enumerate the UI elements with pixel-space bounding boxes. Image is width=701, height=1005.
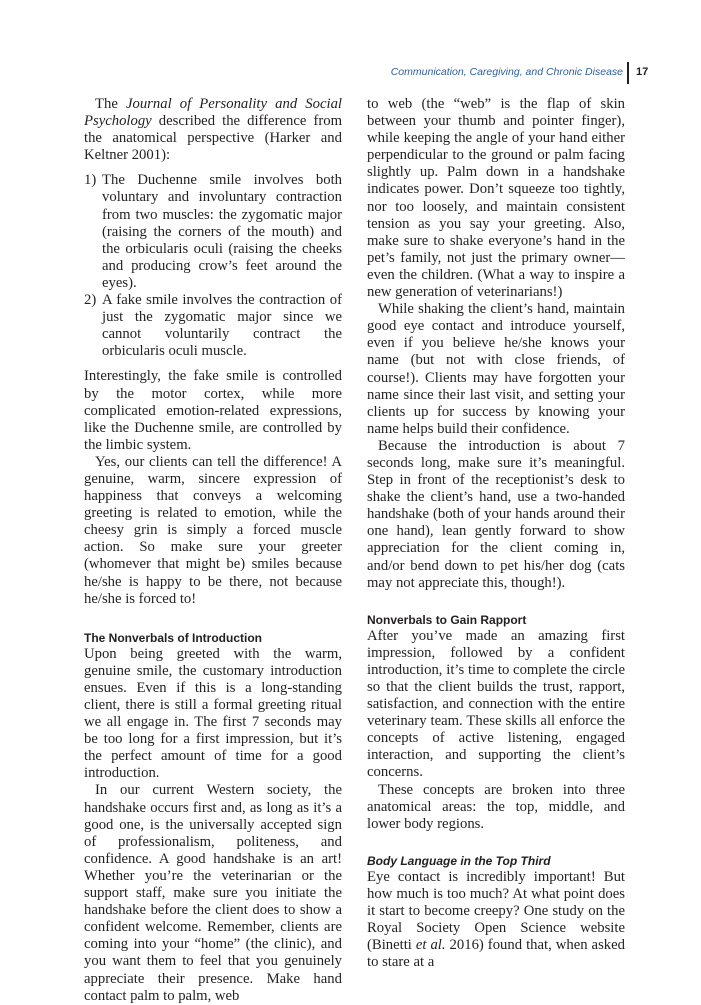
journal-title: Journal of Personality and Social Psychology — [84, 96, 342, 130]
section-heading: Nonverbals to Gain Rapport — [367, 612, 527, 627]
running-head-title: Communication, Caregiving, and Chronic Disease — [390, 66, 623, 78]
paragraph: Because the introduction is about 7 seconds long, make sure it’s meaningful. Step in front of the receptionist’s desk to shake the client’s hand, use a two-handed handshake (both of your hands around their one hand), lean gently forward to show appreciation for the client coming in, and/or bend down to pet his/her dog (cats may not appreciate this, though!). — [367, 437, 625, 591]
paragraph: Yes, our clients can tell the difference! A genuine, warm, sincere expression of happiness that conveys a welcoming greeting is related to emotion, while the cheesy grin is simply a forced muscle action. So make sure your greeter (whomever that might be) smiles because he/she is happy to be there, not because he/she is forced to! — [84, 453, 342, 607]
header-divider — [627, 62, 629, 84]
subsection-heading: Body Language in the Top Third — [367, 853, 551, 868]
paragraph: Upon being greeted with the warm, genuine smile, the customary introduction ensues. Even if this is a long-standing client, there is still a formal greeting ritual we all engage in. The first 7 seconds may be too long for a first impression, but it’s the perfect amount of time for a good introduction. — [84, 645, 342, 782]
et-al: et al. — [415, 937, 446, 954]
paragraph: In our current Western society, the handshake occurs first and, as long as it’s a good one, is the universally accepted sign of professionalism, politeness, and confidence. A good handshake is an art! Whether you’re the veterinarian or the support staff, make sure you initiate the handshake before the client does to show a confident welcome. Remember, clients are coming into your “home” (the clinic), and you want them to feel that you genuinely appreciate their presence. Make hand contact palm to palm, web — [84, 782, 342, 1004]
right-column — [367, 96, 625, 971]
left-column — [84, 96, 342, 1005]
paragraph: Eye contact is incredibly important! But how much is too much? At what point does it start to become creepy? One study on the Royal Society Open Science website (Binetti et al. 2016) found that, when asked to stare at a — [367, 868, 626, 971]
list-item: 2) A fake smile involves the contraction of just the zygomatic major since we cannot voluntarily contract the orbicularis oculi muscle. — [84, 292, 342, 360]
numbered-list — [84, 172, 342, 360]
paragraph: While shaking the client’s hand, maintain good eye contact and introduce yourself, even if you believe he/she knows your name (but not with close friends, of course!). Clients may have forgotten your name since their last visit, and setting your clients up for success by knowing your name helps build their confidence. — [367, 301, 625, 437]
page-number: 17 — [636, 66, 649, 78]
list-item: 1) The Duchenne smile involves both voluntary and involuntary contraction from two muscles: the zygomatic major (raising the corners of the mouth) and the orbicularis oculi (raising the cheeks and producing crow’s feet around the eyes). — [84, 172, 342, 291]
section-heading: The Nonverbals of Introduction — [84, 630, 263, 645]
paragraph: Interestingly, the fake smile is controlled by the motor cortex, while more complicated emotion-related expressions, like the Duchenne smile, are controlled by the limbic system. — [84, 368, 342, 453]
paragraph: After you’ve made an amazing first impression, followed by a confident introduction, it’s time to complete the circle so that the client builds the trust, rapport, satisfaction, and connection with the entire veterinary team. These skills all enforce the concepts of active listening, engaged interaction, and supporting the client’s concerns. — [367, 627, 625, 781]
paragraph: to web (the “web” is the flap of skin between your thumb and pointer finger), while keeping the angle of your hand either perpendicular to the ground or palm facing slightly up. Palm down in a handshake indicates power. Don’t squeeze too tightly, nor too loosely, and maintain consistent tension as you say your greeting. Also, make sure to shake everyone’s hand in the pet’s family, not just the primary owner—even the children. (What a way to inspire a new generation of veterinarians!) — [367, 96, 625, 301]
paragraph: These concepts are broken into three anatomical areas: the top, middle, and lower body regions. — [367, 781, 625, 832]
paragraph: The Journal of Personality and Social Psychology described the difference from the anatomical perspective (Harker and Keltner 2001): — [84, 96, 342, 164]
